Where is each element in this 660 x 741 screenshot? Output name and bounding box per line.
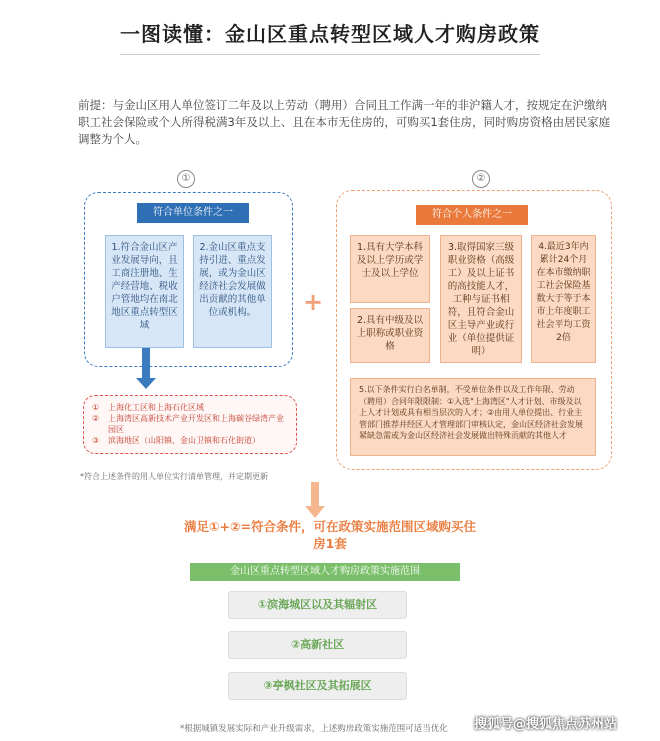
page-title: 一图读懂：金山区重点转型区域人才购房政策 (120, 22, 540, 46)
arrow-head-orange-icon (305, 506, 325, 518)
unit-conditions-header: 符合单位条件之一 (137, 203, 249, 223)
scope-area-3: ③亭枫社区及其拓展区 (228, 672, 407, 700)
conclusion-text: 满足①+②=符合条件，可在政策实施范围区域购买住房1套 (183, 519, 477, 551)
region-item: ③ 滨海地区（山阳镇、金山卫镇和石化街道） (92, 436, 260, 445)
personal-condition-1: 1.具有大学本科及以上学历或学士及以上学位 (350, 235, 430, 303)
scope-header: 金山区重点转型区域人才购房政策实施范围 (190, 563, 460, 581)
region-item: ① 上海化工区和上海石化区域 (92, 403, 204, 412)
unit-condition-1: 1.符合金山区产业发展导向，且工商注册地、生产经营地、税收户管地均在南北地区重点转型区域 (105, 235, 184, 348)
region-item: ② 上海湾区高新技术产业开发区和上海碳谷绿湾产业园区 (92, 414, 284, 434)
unit-condition-2: 2.金山区重点支持引进、重点发展，或为金山区经济社会发展做出贡献的其他单位或机构。 (193, 235, 272, 348)
personal-conditions-header: 符合个人条件之一 (416, 205, 528, 225)
marker-one: ① (177, 170, 195, 188)
personal-condition-4: 4.最近3年内累计24个月在本市缴纳职工社会保险基数大于等于本市上年度职工社会平均工资2倍 (531, 235, 596, 363)
arrow-down-blue-icon (142, 348, 150, 380)
watermark: 搜狐号@搜狐焦点苏州站 (474, 717, 618, 732)
scope-area-2: ②高新社区 (228, 631, 407, 659)
title-divider (120, 54, 540, 55)
personal-condition-3: 3.取得国家三级职业资格（高级工）及以上证书的高技能人才，工种与证书相符，且符合金山区主导产业或行业（单位提供证明） (440, 235, 522, 363)
arrow-head-blue-icon (136, 378, 156, 389)
personal-condition-2: 2.具有中级及以上职称或职业资格 (350, 308, 430, 363)
plus-icon: + (303, 288, 324, 316)
arrow-down-orange-icon (311, 482, 319, 508)
region-list (83, 395, 297, 454)
intro-text: 前提：与金山区用人单位签订二年及以上劳动（聘用）合同且工作满一年的非沪籍人才，按规定在沪缴纳职工社会保险或个人所得税满3年及以上、且在本市无住房的，可购买1套住房，同时购房资格由居民家庭调整为个人。 (78, 98, 611, 146)
scope-area-1: ①滨海城区以及其辐射区 (228, 591, 407, 619)
personal-condition-5: 5.以下条件实行白名单制，不受单位条件以及工作年限、劳动（聘用）合同年限限制：①入选"上海湾区"人才计划、市级及以上人才计划或具有相当层次的人才；②由用人单位提出、行业主管部门推荐并经区人才管理部门审核认定，金山区经济社会发展紧缺急需或为金山区经济社会发展做出特殊贡献的其他人才 (350, 378, 596, 456)
unit-note: *符合上述条件的用人单位实行清单管理，并定期更新 (80, 472, 268, 481)
marker-two: ② (472, 170, 490, 188)
footnote: *根据城镇发展实际和产业升级需求，上述购房政策实施范围可适当优化 (180, 724, 448, 734)
